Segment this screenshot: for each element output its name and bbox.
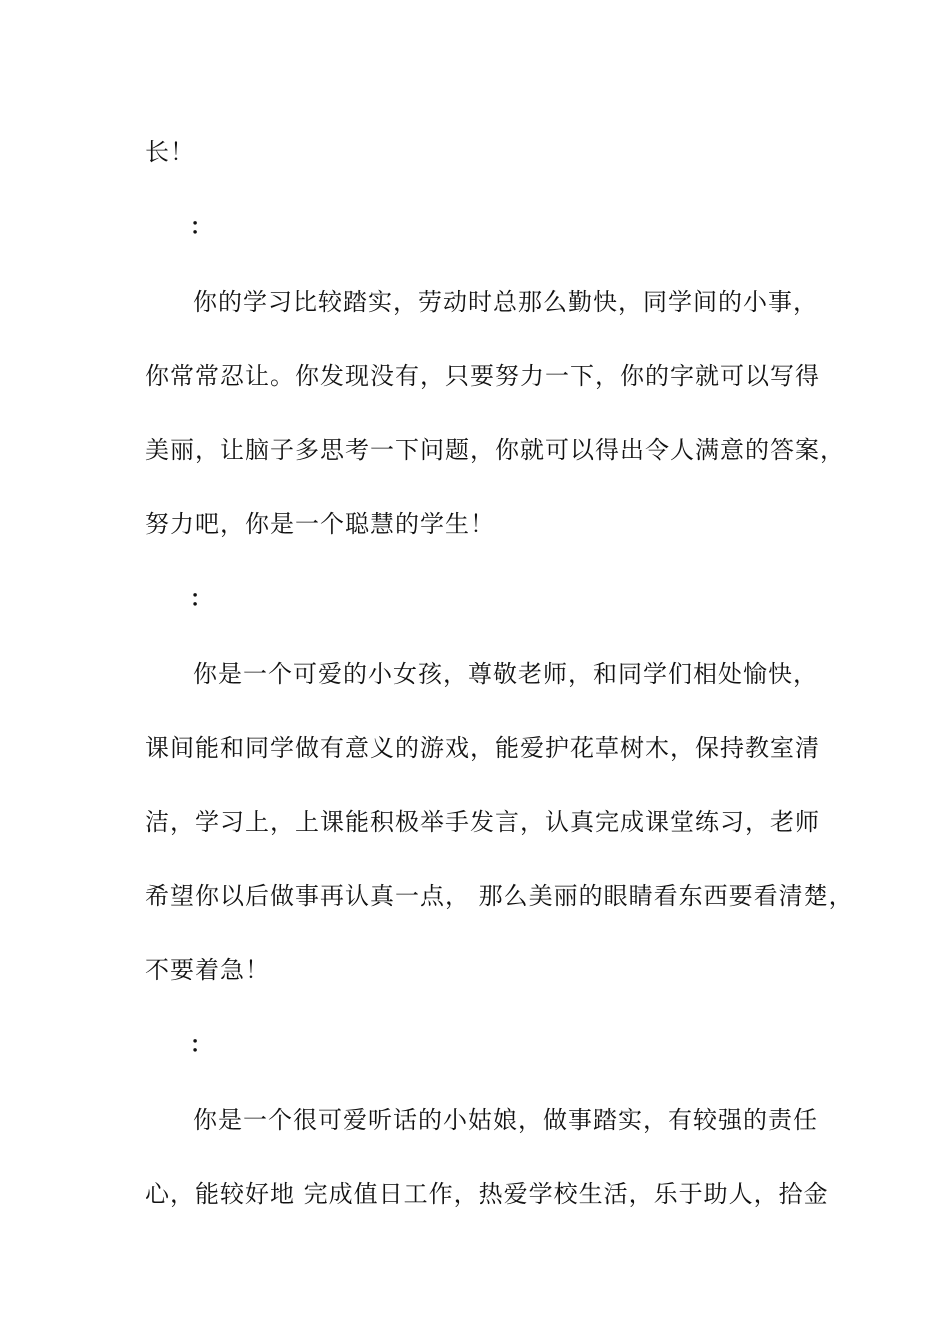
- paragraph-line: 不要着急！: [145, 956, 270, 984]
- section-colon: ：: [190, 215, 213, 240]
- paragraph-line: 你的学习比较踏实，劳动时总那么勤快，同学间的小事，: [193, 288, 818, 316]
- paragraph-line: 课间能和同学做有意义的游戏，能爱护花草树木，保持教室清: [145, 734, 820, 762]
- section-colon: ：: [190, 587, 213, 612]
- paragraph-line: 洁，学习上，上课能积极举手发言，认真完成课堂练习，老师: [145, 808, 820, 836]
- paragraph-line: 你常常忍让。你发现没有，只要努力一下，你的字就可以写得: [145, 362, 820, 390]
- paragraph-line: 心，能较好地 完成值日工作，热爱学校生活，乐于助人，拾金: [145, 1180, 829, 1208]
- paragraph-line: 你是一个可爱的小女孩，尊敬老师，和同学们相处愉快，: [193, 660, 818, 688]
- paragraph-line: 希望你以后做事再认真一点， 那么美丽的眼睛看东西要看清楚，: [145, 882, 854, 910]
- paragraph-line: 美丽，让脑子多思考一下问题，你就可以得出令人满意的答案，: [145, 436, 845, 464]
- paragraph-line: 努力吧，你是一个聪慧的学生！: [145, 510, 495, 538]
- section-colon: ：: [190, 1033, 213, 1058]
- text-line: 长！: [145, 138, 195, 166]
- paragraph-line: 你是一个很可爱听话的小姑娘，做事踏实，有较强的责任: [193, 1106, 818, 1134]
